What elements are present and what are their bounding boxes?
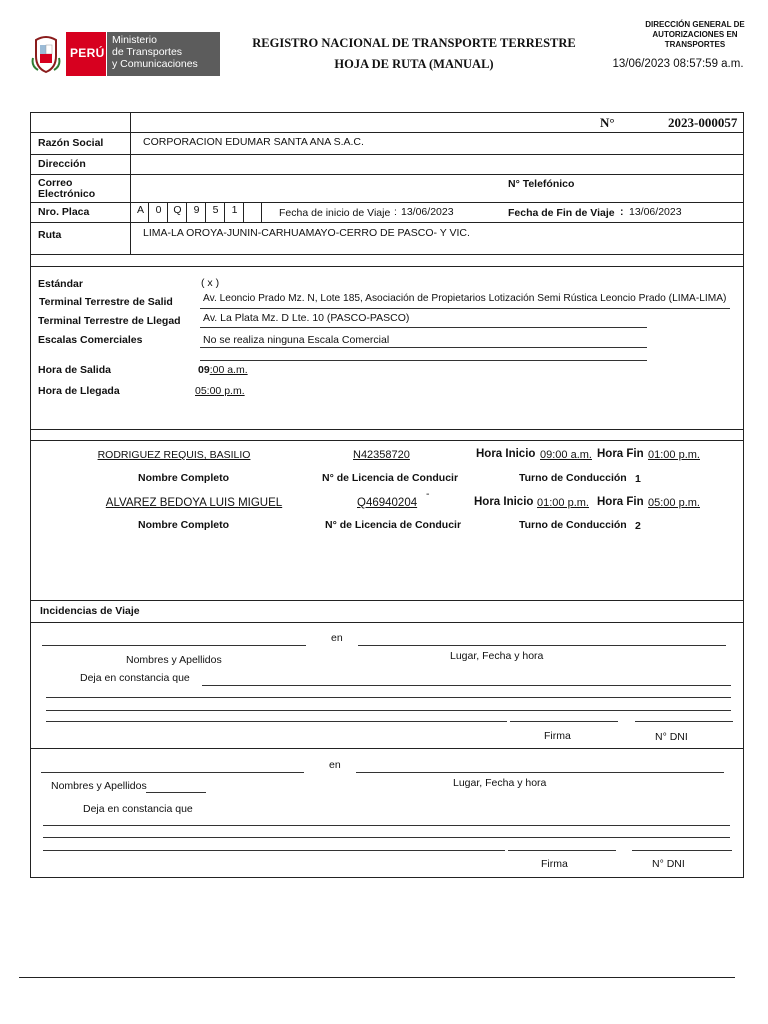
turn-caption: Turno de Conducción: [519, 519, 627, 531]
underline: [42, 645, 306, 646]
rule: [30, 440, 744, 441]
logo-ministry-line2: de Transportes: [112, 46, 183, 58]
underline: [46, 710, 731, 711]
ruta-label: Ruta: [38, 229, 62, 241]
hora-salida-rest: :00 a.m.: [209, 364, 248, 376]
rule: [30, 748, 744, 749]
underline: [46, 721, 507, 722]
rule: [30, 254, 744, 255]
name-caption: Nombre Completo: [138, 472, 230, 484]
underline: [41, 772, 304, 773]
driver-license: N42358720: [353, 449, 410, 461]
hora-llegada-value: 05:00 p.m.: [195, 385, 245, 397]
firma-label: Firma: [541, 858, 568, 870]
fecha-fin-value: 13/06/2023: [629, 206, 682, 218]
agency-line2: AUTORIZACIONES EN: [652, 30, 738, 39]
underline: [46, 697, 731, 698]
document-subtitle: HOJA DE RUTA (MANUAL): [334, 57, 494, 71]
license-caption: N° de Licencia de Conducir: [322, 472, 459, 484]
fecha-inicio-value: 13/06/2023: [401, 206, 454, 218]
firma-label: Firma: [544, 730, 571, 742]
rule: [30, 154, 744, 155]
underline: [635, 721, 733, 722]
timestamp: 13/06/2023 08:57:59 a.m.: [612, 58, 744, 70]
deja-label: Deja en constancia que: [80, 672, 190, 684]
underline: [200, 327, 647, 328]
logo-peru-block: [66, 32, 106, 76]
underline: [200, 347, 647, 348]
fecha-inicio-label: Fecha de inicio de Viaje: [279, 207, 391, 219]
record-number: 2023-000057: [668, 115, 738, 130]
terminal-llegada-label: Terminal Terrestre de Llegad: [38, 315, 181, 327]
rule: [30, 622, 744, 623]
terminal-llegada-value: Av. La Plata Mz. D Lte. 10 (PASCO-PASCO): [203, 312, 410, 324]
plate-char: Q: [173, 204, 182, 216]
driver-name: ALVAREZ BEDOYA LUIS MIGUEL: [105, 497, 283, 509]
logo-country-text: PERÚ: [70, 46, 105, 60]
rule: [30, 600, 744, 601]
en-label: en: [329, 759, 341, 771]
underline: [358, 645, 726, 646]
estandar-label: Estándar: [38, 278, 83, 290]
dni-label: N° DNI: [655, 731, 688, 743]
peru-shield-icon: [30, 34, 62, 74]
driver-hora-fin-label: Hora Fin: [597, 448, 644, 460]
plate-char: A: [136, 204, 144, 216]
underline: [508, 850, 616, 851]
direccion-label: Dirección: [38, 158, 86, 170]
ruta-value: LIMA-LA OROYA-JUNIN-CARHUAMAYO-CERRO DE PASCO- Y VIC.: [143, 227, 470, 239]
underline: [356, 772, 724, 773]
plate-char: 1: [231, 204, 238, 216]
terminal-salida-label: Terminal Terrestre de Salid: [39, 296, 173, 308]
underline: [202, 685, 731, 686]
rule: [30, 202, 744, 203]
agency-line3: TRANSPORTES: [664, 40, 726, 49]
hora-salida-label: Hora de Salida: [38, 364, 111, 376]
dni-label: N° DNI: [652, 858, 685, 870]
razon-social-label: Razón Social: [38, 137, 104, 149]
underline: [510, 721, 618, 722]
underline: [146, 792, 206, 793]
logo-ministry-line3: y Comunicaciones: [112, 58, 198, 70]
underline: [200, 308, 730, 309]
telefono-label: N° Telefónico: [508, 178, 575, 190]
escalas-value: No se realiza ninguna Escala Comercial: [203, 334, 390, 346]
hora-llegada-label: Hora de Llegada: [38, 385, 120, 397]
driver-hora-inicio-label: Hora Inicio: [476, 448, 536, 460]
rule: [30, 174, 744, 175]
underline: [43, 837, 730, 838]
plate-char: 0: [155, 204, 162, 216]
fecha-fin-label: Fecha de Fin de Viaje: [508, 207, 615, 219]
lugar-label: Lugar, Fecha y hora: [453, 777, 547, 789]
agency-line1: DIRECCIÓN GENERAL DE: [645, 20, 745, 29]
driver-turn: 2: [635, 520, 641, 532]
logo-ministry-block: [107, 32, 220, 76]
en-label: en: [331, 632, 343, 644]
driver-hora-inicio-value: 09:00 a.m.: [540, 449, 592, 461]
underline: [632, 850, 732, 851]
driver-hora-fin-value: 05:00 p.m.: [648, 497, 700, 509]
driver-hora-inicio-label: Hora Inicio: [474, 496, 534, 508]
license-caption: N° de Licencia de Conducir: [325, 519, 462, 531]
plate-char: 9: [193, 204, 200, 216]
document-title: REGISTRO NACIONAL DE TRANSPORTE TERRESTRE: [252, 36, 576, 50]
hora-salida-hour: 09: [198, 364, 210, 376]
underline: [200, 360, 647, 361]
terminal-salida-value: Av. Leoncio Prado Mz. N, Lote 185, Asociación de Propietarios Lotización Semi Rústica Leoncio Prado (LIMA-LIMA): [203, 293, 727, 304]
deja-label: Deja en constancia que: [83, 803, 193, 815]
placa-label: Nro. Placa: [38, 206, 90, 218]
footer-rule: [19, 977, 735, 978]
name-caption: Nombre Completo: [138, 519, 230, 531]
incidencias-title: Incidencias de Viaje: [40, 605, 140, 617]
fecha-inicio-sep: :: [394, 206, 397, 218]
rule: [30, 222, 744, 223]
hora-salida-value: [198, 364, 248, 376]
razon-social-value: CORPORACION EDUMAR SANTA ANA S.A.C.: [143, 136, 364, 148]
logo-ministry-line1: Ministerio: [112, 34, 157, 46]
lugar-label: Lugar, Fecha y hora: [450, 650, 544, 662]
rule: [30, 266, 744, 267]
column-divider: [130, 112, 131, 254]
estandar-value: ( x ): [201, 277, 220, 289]
driver-license-mark: -: [426, 488, 430, 500]
driver-hora-fin-value: 01:00 p.m.: [648, 449, 700, 461]
ministry-logo: [30, 32, 220, 76]
nombres-label: Nombres y Apellidos: [126, 654, 222, 666]
correo-label: Correo: [38, 177, 73, 189]
rule: [30, 132, 744, 133]
driver-hora-fin-label: Hora Fin: [597, 496, 644, 508]
escalas-label: Escalas Comerciales: [38, 334, 143, 346]
fecha-fin-sep: :: [620, 206, 624, 218]
driver-name: RODRIGUEZ REQUIS, BASILIO: [97, 449, 251, 461]
rule: [30, 429, 744, 430]
correo-label-2: Electrónico: [38, 188, 96, 200]
driver-hora-inicio-value: 01:00 p.m.: [537, 497, 589, 509]
underline: [43, 825, 730, 826]
driver-turn: 1: [635, 473, 641, 485]
underline: [43, 850, 505, 851]
plate-cell-divider: [261, 202, 262, 222]
nombres-label: Nombres y Apellidos: [51, 780, 147, 792]
plate-char: 5: [212, 204, 219, 216]
record-number-label: N°: [600, 115, 615, 130]
driver-license: Q46940204: [357, 497, 418, 509]
turn-caption: Turno de Conducción: [519, 472, 627, 484]
